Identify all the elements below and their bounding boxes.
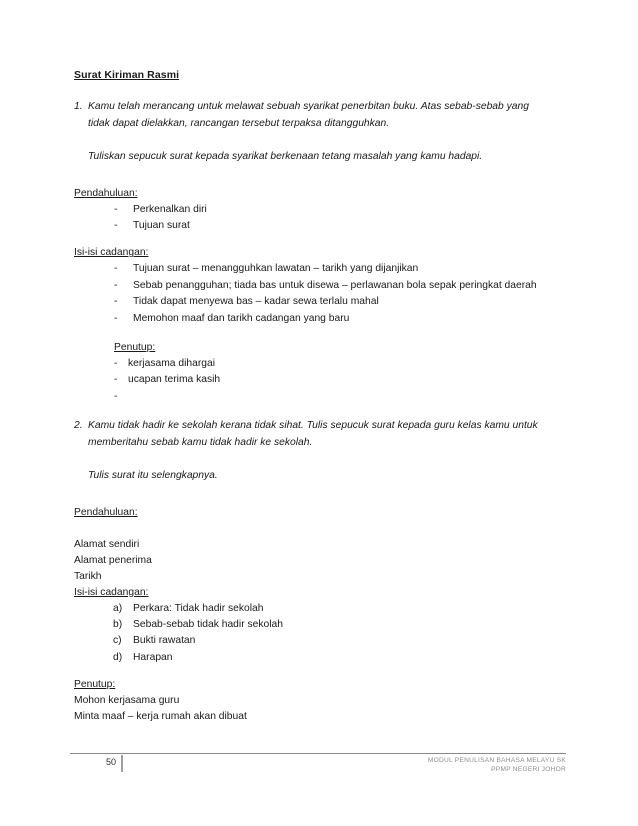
list-item (74, 601, 550, 617)
q1-isi-list (74, 261, 550, 327)
list-item (74, 617, 550, 633)
list-item-label: Bukti rawatan (133, 635, 196, 647)
q1-penutup-heading: Penutup: (114, 341, 156, 353)
list-item-label (128, 391, 131, 402)
dash-icon: - (114, 263, 118, 275)
footer-source-line-1: MODUL PENULISAN BAHASA MELAYU SK (427, 757, 566, 764)
q1-pendahuluan-heading-row (74, 186, 550, 202)
q2-penutup-line: Mohon kerjasama guru (74, 695, 180, 707)
q2-pendahuluan-heading: Pendahuluan: (74, 506, 138, 518)
document-body (74, 68, 550, 725)
question-1-instruction: Tuliskan sepucuk surat kepada syarikat berkenaan tetang masalah yang kamu hadapi. (88, 151, 483, 162)
page-footer (70, 753, 566, 780)
question-1-number: 1. (74, 101, 83, 112)
q1-section-isi (74, 245, 550, 327)
list-item-label: Tidak dapat menyewa bas – kadar sewa terlalu mahal (133, 296, 379, 308)
list-item (74, 356, 550, 372)
q2-isi-list (74, 601, 550, 667)
page-title: Surat Kiriman Rasmi (74, 69, 180, 81)
list-item (74, 218, 550, 234)
list-item (74, 294, 550, 310)
list-marker: d) (113, 651, 123, 663)
q2-penutup-heading-row (74, 677, 550, 693)
q2-pendahuluan-line: Alamat sendiri (74, 538, 140, 550)
question-2 (74, 418, 550, 451)
footer-source-text (428, 756, 566, 774)
list-item-label: Harapan (133, 651, 173, 663)
list-item-empty (74, 389, 550, 405)
list-item-label: Tujuan surat (133, 219, 190, 231)
page-number: 50 (105, 757, 116, 767)
list-marker: a) (113, 602, 123, 614)
q2-section-isi (74, 585, 550, 667)
q1-pendahuluan-heading: Pendahuluan: (74, 187, 138, 199)
q1-penutup-heading-row (74, 340, 550, 356)
list-item (74, 311, 550, 327)
list-item (74, 261, 550, 277)
list-item-label: Sebab-sebab tidak hadir sekolah (133, 619, 283, 631)
question-1 (74, 99, 550, 132)
dash-icon: - (114, 357, 118, 369)
dash-icon: - (114, 219, 118, 231)
dash-icon: - (114, 312, 118, 324)
q2-section-penutup (74, 677, 550, 725)
q2-penutup-line: Minta maaf – kerja rumah akan dibuat (74, 711, 247, 723)
q1-isi-heading-row (74, 245, 550, 261)
footer-source-line-2: PPMP NEGERI JOHOR (491, 766, 566, 774)
q1-section-penutup (74, 340, 550, 405)
question-2-instruction: Tulis surat itu selengkapnya. (88, 470, 218, 482)
dash-icon: - (114, 279, 118, 291)
q2-isi-heading: Isi-isi cadangan: (74, 586, 149, 598)
q2-section-pendahuluan (74, 505, 550, 585)
question-2-block (74, 418, 550, 485)
question-2-number: 2. (74, 420, 83, 432)
list-item (74, 278, 550, 294)
q2-pendahuluan-line: Tarikh (74, 570, 102, 582)
list-marker: b) (113, 619, 123, 631)
q1-isi-heading: Isi-isi cadangan: (74, 247, 149, 259)
q2-pendahuluan-heading-row (74, 505, 550, 521)
list-item-label: Perkenalkan diri (133, 203, 207, 215)
question-1-text: Kamu telah merancang untuk melawat sebuah syarikat penerbitan buku. Atas sebab-sebab yang tidak dapat dielakkan, rancangan tersebut terpaksa ditangguhkan. (88, 101, 529, 129)
dash-icon: - (114, 203, 118, 215)
list-item-label: ucapan terima kasih (128, 374, 221, 386)
list-item (74, 372, 550, 388)
dash-icon: - (114, 296, 118, 308)
list-item (74, 633, 550, 649)
footer-vertical-bar (121, 755, 123, 772)
dash-icon: - (114, 374, 118, 386)
list-marker: c) (113, 635, 122, 647)
footer-content (70, 754, 566, 780)
list-item (74, 202, 550, 218)
list-item-label: Sebab penangguhan; tiada bas untuk disewa – perlawanan bola sepak peringkat daerah (133, 279, 537, 291)
list-item-label: Memohon maaf dan tarikh cadangan yang baru (133, 312, 350, 324)
q2-penutup-heading: Penutup: (74, 679, 116, 691)
dash-icon: - (114, 390, 118, 402)
q1-section-pendahuluan (74, 186, 550, 235)
list-item-label: kerjasama dihargai (128, 357, 215, 369)
question-1-block (74, 99, 550, 166)
q2-isi-heading-row (74, 585, 550, 601)
q2-pendahuluan-line: Alamat penerima (74, 554, 152, 566)
q1-pendahuluan-list (74, 202, 550, 235)
list-item-label: Perkara: Tidak hadir sekolah (133, 602, 264, 614)
question-2-text: Kamu tidak hadir ke sekolah kerana tidak sihat. Tulis sepucuk surat kepada guru kelas kamu untuk memberitahu sebab kamu tidak hadir ke sekolah. (88, 420, 538, 448)
list-item-label: Tujuan surat – menangguhkan lawatan – tarikh yang dijanjikan (133, 263, 419, 275)
list-item (74, 650, 550, 666)
q1-penutup-list (74, 356, 550, 405)
